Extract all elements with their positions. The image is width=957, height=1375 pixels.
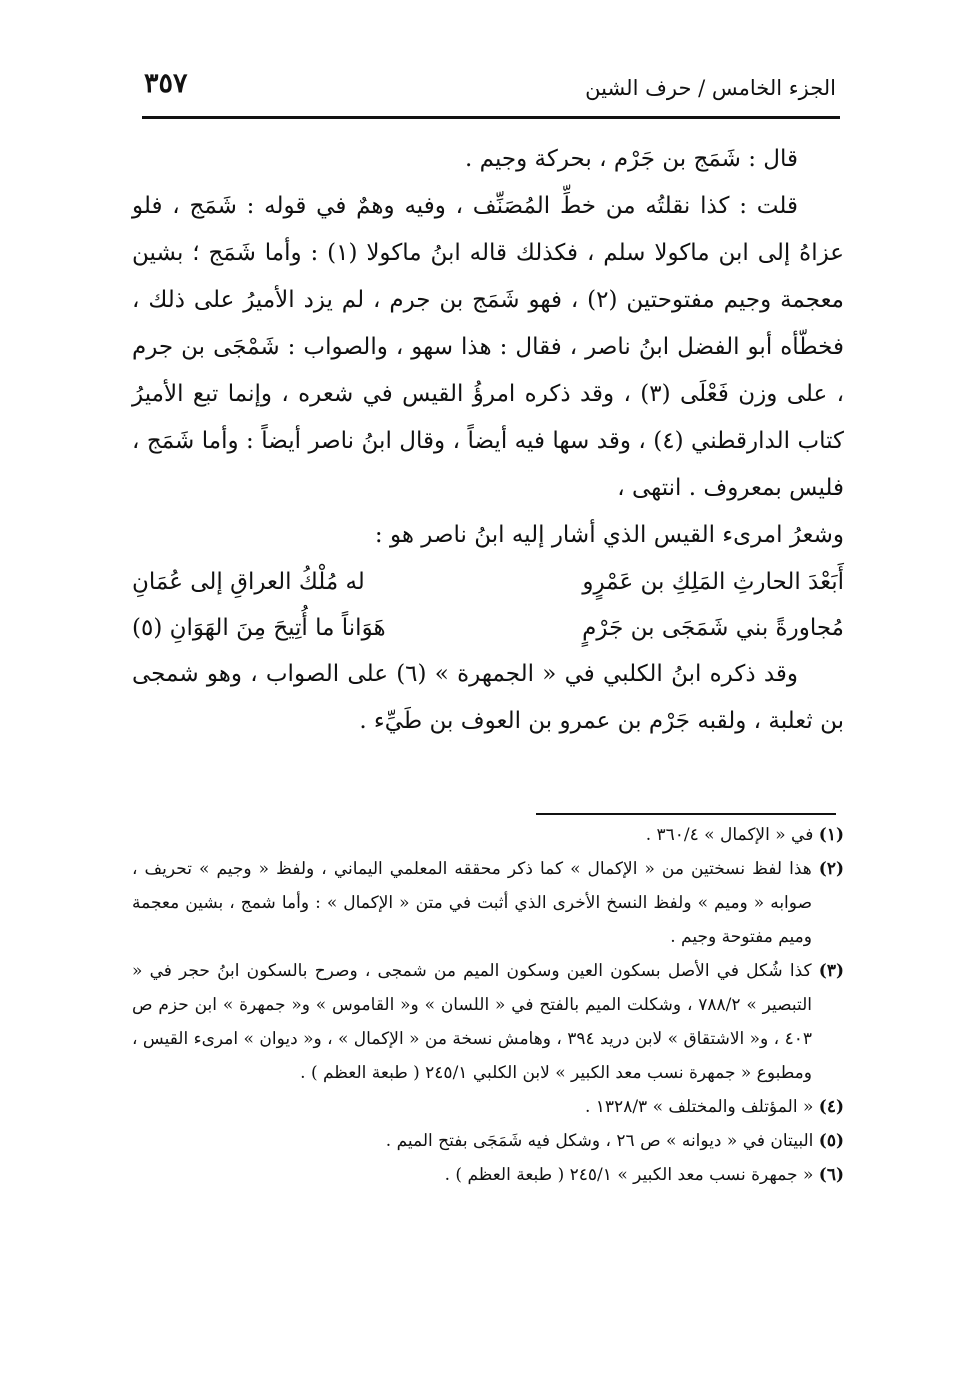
page-number: ٣٥٧	[144, 68, 188, 99]
footnote-3-number: (٣)	[818, 961, 844, 981]
footnote-5-text: البيتان في « ديوانه » ص ٢٦ ، وشكل فيه شَمَجَى بفتح الميم .	[385, 1131, 814, 1151]
footnote-3-text: كذا شُكل في الأصل بسكون العين وسكون الميم من شمجى ، وصرح بالسكون ابنُ حجر في « التبصير » ٧٨٨/٢ ، وشكلت الميم بالفتح في « اللسان » و« القاموس » و« جمهرة » ابن حزم ص ٤٠٣ ، و« الاشتقاق » لابن دريد ٣٩٤ ، وهامش نسخة من « الإكمال » ، و« ديوان » امرىء القيس ، ومطبوع « جمهرة نسب معد الكبير » لابن الكلبي ٢٤٥/١ ( طبعة العظم ) .	[132, 961, 812, 1083]
footnote-6	[132, 1158, 844, 1192]
footnote-1-number: (١)	[818, 825, 844, 845]
paragraph-1: قال : شَمَج بن جَرْم ، بحركة وجيم .	[465, 146, 798, 172]
footnote-separator	[536, 813, 836, 815]
main-text	[132, 136, 844, 745]
footnotes	[132, 818, 844, 1192]
verse-line-2	[132, 605, 844, 651]
footnote-1-text: في « الإكمال » ٣٦٠/٤ .	[645, 825, 814, 845]
footnote-4-text: « المؤتلف والمختلف » ١٣٢٨/٣ .	[584, 1097, 814, 1117]
header-rule	[142, 116, 840, 119]
footnote-3	[132, 954, 844, 1090]
footnote-2-number: (٢)	[818, 859, 845, 879]
verse-2-first-hemistich: مُجاورةً بني شَمَجَى بن جَرْمٍ	[582, 615, 844, 641]
paragraph-3: وشعرُ امرىء القيس الذي أشار إليه ابنُ ناصر هو :	[374, 522, 844, 548]
verse-1-first-hemistich: أَبَعْدَ الحارثِ المَلِكِ بن عَمْرٍو	[582, 569, 844, 595]
footnote-2-text: هذا لفظ نسختين من « الإكمال » كما ذكر محققه المعلمي اليماني ، ولفظ « وجيم » تحريف ، صوابه « وميم » ولفظ النسخ الأخرى الذي أثبت في متن « الإكمال » : وأما شمج ، بشين معجمة وميم مفتوحة وجيم .	[132, 859, 812, 947]
footnote-6-number: (٦)	[818, 1165, 844, 1185]
footnote-4	[132, 1090, 844, 1124]
verse-2-second-hemistich: هَوَاناً ما أُتِيحَ مِنَ الهَوَانِ (٥)	[132, 615, 386, 641]
running-title: الجزء الخامس / حرف الشين	[585, 76, 836, 100]
footnote-2	[132, 852, 844, 954]
footnote-5-number: (٥)	[818, 1131, 844, 1151]
verse-line-1	[132, 559, 844, 605]
footnote-4-number: (٤)	[818, 1097, 844, 1117]
page-header	[140, 64, 840, 116]
footnote-1	[132, 818, 844, 852]
verse-1-second-hemistich: له مُلْكُ العراقِ إلى عُمَانِ	[132, 569, 365, 595]
paragraph-2: قلت : كذا نقلتُه من خطِّ المُصَنِّف ، وفيه وهمٌ في قوله : شَمَج ، فلو عزاهُ إلى ابن ماكولا سلم ، فكذلك قاله ابنُ ماكولا (١) : وأما شَمَج ؛ بشين معجمة وجيم مفتوحتين (٢) ، فهو شَمَج بن جرم ، لم يزد الأميرُ على ذلك ، فخطّأه أبو الفضل ابنُ ناصر ، فقال : هذا سهو ، والصواب : شَمْجَى بن جرم ، على وزن فَعْلَى (٣) ، وقد ذكره امرؤُ القيس في شعره ، وإنما تبع الأميرُ كتاب الدارقطني (٤) ، وقد سها فيه أيضاً ، وقال ابنُ ناصر أيضاً : وأما شَمَج ، فليس بمعروف . انتهى ،	[132, 193, 845, 501]
footnote-5	[132, 1124, 844, 1158]
paragraph-4: وقد ذكره ابنُ الكلبي في « الجمهرة » (٦) على الصواب ، وهو شمجى بن ثعلبة ، ولقبه جَرْم بن عمرو بن العوف بن طَيِّء .	[132, 661, 844, 734]
footnote-6-text: « جمهرة نسب معد الكبير » ٢٤٥/١ ( طبعة العظم ) .	[444, 1165, 814, 1185]
